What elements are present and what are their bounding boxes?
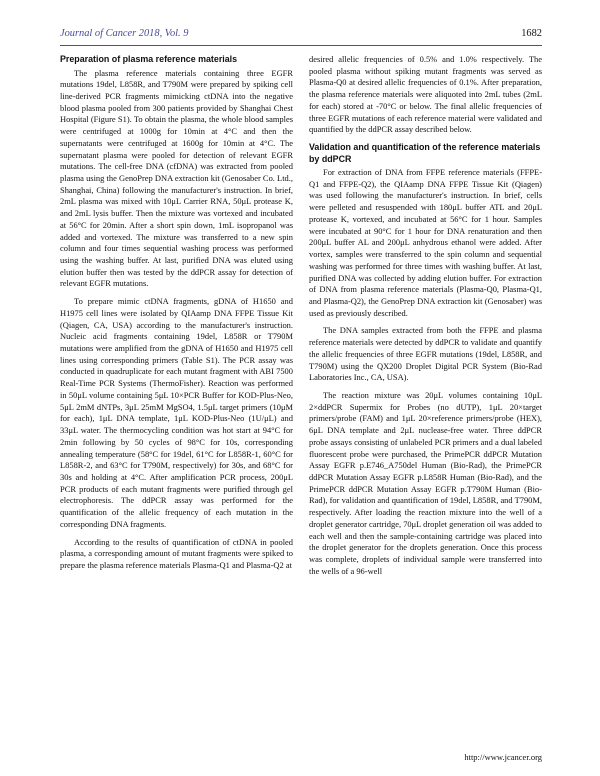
journal-title: Journal of Cancer 2018, Vol. 9 <box>60 28 189 39</box>
running-header <box>60 28 542 44</box>
header-rule <box>60 45 542 46</box>
page-number: 1682 <box>521 28 542 39</box>
footer-url: http://www.jcancer.org <box>464 752 542 762</box>
paragraph: For extraction of DNA from FFPE reference materials (FFPE-Q1 and FFPE-Q2), the QIAamp DNA FFPE Tissue Kit (Qiagen) was used following the manufacturer's instruction. In brief, cells were pelleted and resuspended with 180μL buffer ATL and 20μL protease K, vortexed, and incubated at 56°C for 1 hour. Samples were incubated at 90°C for 1 hour for DNA renaturation and then 200μL buffer AL and 200μL anhydrous ethanol were added. After vortex, samples were transferred to the spin column and sequential washing was performed for three times with washing buffer. At last, purified DNA was collected by adding elution buffer. For extraction of DNA from plasma reference materials (Plasma-Q0, Plasma-Q1, and Plasma-Q2), the GenoPrep DNA extraction kit (Genosaber) was used as previously described. <box>309 167 542 318</box>
paragraph: According to the results of quantification of ctDNA in pooled plasma, a corresponding amount of mutant fragments were spiked to prepare the plasma reference materials Plasma-Q1 and Plasma-Q2 at <box>60 536 293 570</box>
paragraph: The DNA samples extracted from both the FFPE and plasma reference materials were detected by ddPCR to validate and quantify the allelic frequencies of three EGFR mutations (19del, L858R, and T790M) using the QX200 Droplet Digital PCR System (Bio-Rad Laboratories Inc., CA, USA). <box>309 325 542 383</box>
left-column <box>60 54 293 578</box>
paragraph: The reaction mixture was 20μL volumes containing 10μL 2×ddPCR Supermix for Probes (no dUTP), 1μL 20×target primers/probe (FAM) and 1μL 20×reference primers/probe (HEX), 6μL DNA template and 2μL nuclease-free water. Three ddPCR probe assays consisting of unlabeled PCR primers and a dual labeled fluorescent probe were purchased, the PrimePCR ddPCR Mutation Assay EGFR p.E746_A750del Human (Bio-Rad), the PrimePCR ddPCR Mutation Assay EGFR p.L858R Human (Bio-Rad), and the PrimePCR ddPCR Mutation Assay EGFR p.T790M Human (Bio-Rad), for validation and quantification of 19del, L858R, and T790M, respectively. After loading the reaction mixture into the well of a droplet generator cartridge, 70μL droplet generation oil was added to each well and then the sample-containing cartridge was placed into the droplet generator for the droplets generation. Once this process was complete, droplets of individual sample were transferred into the wells of a 96-well <box>309 389 542 576</box>
section-heading-plasma: Preparation of plasma reference materials <box>60 54 238 64</box>
paragraph: To prepare mimic ctDNA fragments, gDNA of H1650 and H1975 cell lines were isolated by QIAamp DNA FFPE Tissue Kit (Qiagen, CA, USA) according to the manufacturer's instruction. Nucleic acid fragments containing 19del, L858R or T790M mutations were amplified from the gDNA of H1650 and H1975 cell lines using corresponding primers (Table S1). The PCR assay was conducted in quadruplicate for each mutant fragment with ABI 7500 Real-Time PCR Systems (ThermoFisher). Reaction was performed in 50μL volume containing 5μL 10×PCR Buffer for KOD-Plus-Neo, 5μL 2mM dNTPs, 3μL 25mM MgSO4, 1.5μL target primers (10μM for each), 1μL DNA template, 1μL KOD-Plus-Neo (1U/μL) and 33μL water. The thermocycling condition was hot start at 94°C for 2min following by 50 cycles of 98°C for 10s, corresponding annealing temperature (58°C for 19del, 61°C for L858R-1, 60°C for L858R-2, and 63°C for T790M, respectively) for 30s, and 68°C for 30s and holding at 4°C. After amplification PCR process, 200μL PCR products of each mutant fragments were purified through gel electrophoresis. The ddPCR assay was performed for the quantification of the allelic frequency of each mutation in the corresponding DNA fragments. <box>60 296 293 529</box>
section-heading-validation: Validation and quantification of the reference materials by ddPCR <box>309 142 541 164</box>
right-column <box>309 54 542 583</box>
paragraph: The plasma reference materials containing three EGFR mutations 19del, L858R, and T790M were prepared by spiking cell line-derived PCR fragments mimicking ctDNA into the negative blood plasma pooled from 300 patients provided by Shanghai Chest Hospital (Figure S1). To obtain the plasma, the whole blood samples were centrifuged at 1000g for 10min at 4°C and then the supernatants were centrifuged at 1600g for 10min at 4°C. The supernatant plasma were pooled for detection of relevant EGFR mutations. The cell-free DNA (cfDNA) was extracted from pooled plasma using the GenoPrep DNA extraction kit (Genosaber Co. Ltd., Shanghai, China) following the manufacturer's instruction. In brief, 2mL plasma was mixed with 10μL Carrier RNA, 50μL protease K, and 2mL lysis buffer. Then the mixture was vortexed and incubated at 56°C for 20min. After a short spin down, 1mL isopropanol was added and vortexed. The mixture was transferred to a new spin column and four times sequential washing process was performed using the washing buffer. At last, purified DNA was eluted using elution buffer then was tested by the ddPCR assay for detection of relevant EGFR mutations. <box>60 67 293 289</box>
paragraph-continued: desired allelic frequencies of 0.5% and 1.0% respectively. The pooled plasma without spiking mutant fragments was served as Plasma-Q0 at desired allelic frequencies of 0.1%. After preparation, the plasma reference materials were aliquoted into 2mL tubes (2mL for each) stored at -70°C or below. The final allelic frequencies of three EGFR mutations of each reference material were validated and quantified by the ddPCR assay described below. <box>309 54 542 135</box>
